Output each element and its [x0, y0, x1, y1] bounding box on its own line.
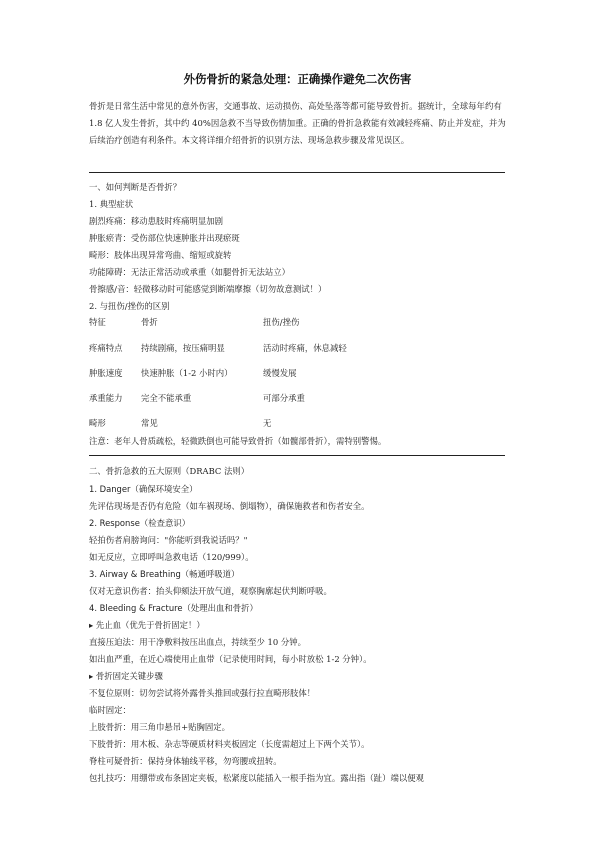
table-cell: 无: [263, 418, 272, 428]
table-cell: 承重能力: [89, 393, 123, 403]
section1-subheading-symptoms: 1. 典型症状: [89, 199, 134, 209]
principle-heading-bleeding: 4. Bleeding & Fracture（处理出血和骨折）: [89, 603, 258, 613]
principle-heading-response: 2. Response（检查意识）: [89, 518, 191, 528]
symptom-item: 骨擦感/音：轻微移动时可能感觉到断端摩擦（切勿故意测试！）: [89, 284, 327, 294]
principle-heading-airway: 3. Airway & Breathing（畅通呼吸道）: [89, 569, 240, 579]
table-cell: 完全不能承重: [141, 393, 192, 403]
warning-note: 注意：老年人骨质疏松，轻微跌倒也可能导致骨折（如髋部骨折），需特别警惕。: [89, 436, 387, 446]
principle-heading-danger: 1. Danger（确保环境安全）: [89, 484, 198, 494]
section-divider: [89, 455, 505, 456]
symptom-item: 肿胀瘀青：受伤部位快速肿胀并出现瘀斑: [89, 233, 240, 243]
table-cell: 疼痛特点: [89, 343, 123, 353]
bullet-item: ▸ 先止血（优先于骨折固定！）: [89, 620, 205, 630]
bullet-item: ▸ 骨折固定关键步骤: [89, 671, 163, 681]
table-cell: 肿胀速度: [89, 368, 123, 378]
section2-heading: 二、骨折急救的五大原则（DRABC 法则）: [89, 466, 250, 476]
table-cell: 快速肿胀（1-2 小时内）: [141, 368, 233, 378]
body-line: 仅对无意识伤者：抬头仰颏法开放气道，观察胸廓起伏判断呼吸。: [89, 586, 332, 596]
table-header-cell: 特征: [89, 317, 106, 327]
table-header-cell: 骨折: [141, 317, 158, 327]
body-line: 轻拍伤者肩膀询问："你能听到我说话吗？": [89, 535, 248, 545]
table-cell: 持续剧痛，按压痛明显: [141, 343, 225, 353]
body-line: 上肢骨折：用三角巾悬吊+贴胸固定。: [89, 722, 231, 732]
section1-heading: 一、如何判断是否骨折？: [89, 182, 182, 192]
body-line: 包扎技巧：用绷带或布条固定夹板，松紧度以能插入一根手指为宜。露出指（趾）端以便观: [89, 773, 424, 783]
symptom-item: 剧烈疼痛：移动患肢时疼痛明显加剧: [89, 216, 223, 226]
body-line: 不复位原则：切勿尝试将外露骨头推回或强行拉直畸形肢体！: [89, 688, 316, 698]
body-line: 直接压迫法：用干净敷料按压出血点，持续至少 10 分钟。: [89, 637, 306, 647]
body-line: 先评估现场是否仍有危险（如车祸现场、倒塌物），确保施救者和伤者安全。: [89, 501, 370, 511]
table-cell: 常见: [141, 418, 158, 428]
section1-subheading-comparison: 2. 与扭伤/挫伤的区别: [89, 301, 170, 311]
body-line: 临时固定：: [89, 705, 131, 715]
table-cell: 活动时疼痛，休息减轻: [263, 343, 347, 353]
table-header-cell: 扭伤/挫伤: [263, 317, 300, 327]
body-line: 如出血严重，在近心端使用止血带（记录使用时间，每小时放松 1-2 分钟）。: [89, 654, 372, 664]
section-divider: [89, 172, 505, 173]
intro-paragraph: 骨折是日常生活中常见的意外伤害，交通事故、运动损伤、高处坠落等都可能导致骨折。据统计，全球每年约有 1.8 亿人发生骨折，其中约 40%因急救不当导致伤情加重。正确的骨折急救能有效减轻疼痛、防止并发症，并为后续治疗创造有利条件。本文将详细介绍骨折的识别方法、现场急救步骤及常见误区。: [89, 101, 506, 146]
body-line: 下肢骨折：用木板、杂志等硬质材料夹板固定（长度需超过上下两个关节）。: [89, 739, 370, 749]
table-cell: 可部分承重: [263, 393, 305, 403]
document-title: 外伤骨折的紧急处理：正确操作避免二次伤害: [183, 72, 412, 86]
body-line: 如无反应，立即呼叫急救电话（120/999）。: [89, 552, 254, 562]
body-line: 脊柱可疑骨折：保持身体轴线平移，勿弯腰或扭转。: [89, 756, 282, 766]
symptom-item: 功能障碍：无法正常活动或承重（如腿骨折无法站立）: [89, 267, 290, 277]
table-cell: 缓慢发展: [263, 368, 297, 378]
symptom-item: 畸形：肢体出现异常弯曲、缩短或旋转: [89, 250, 232, 260]
table-cell: 畸形: [89, 418, 106, 428]
